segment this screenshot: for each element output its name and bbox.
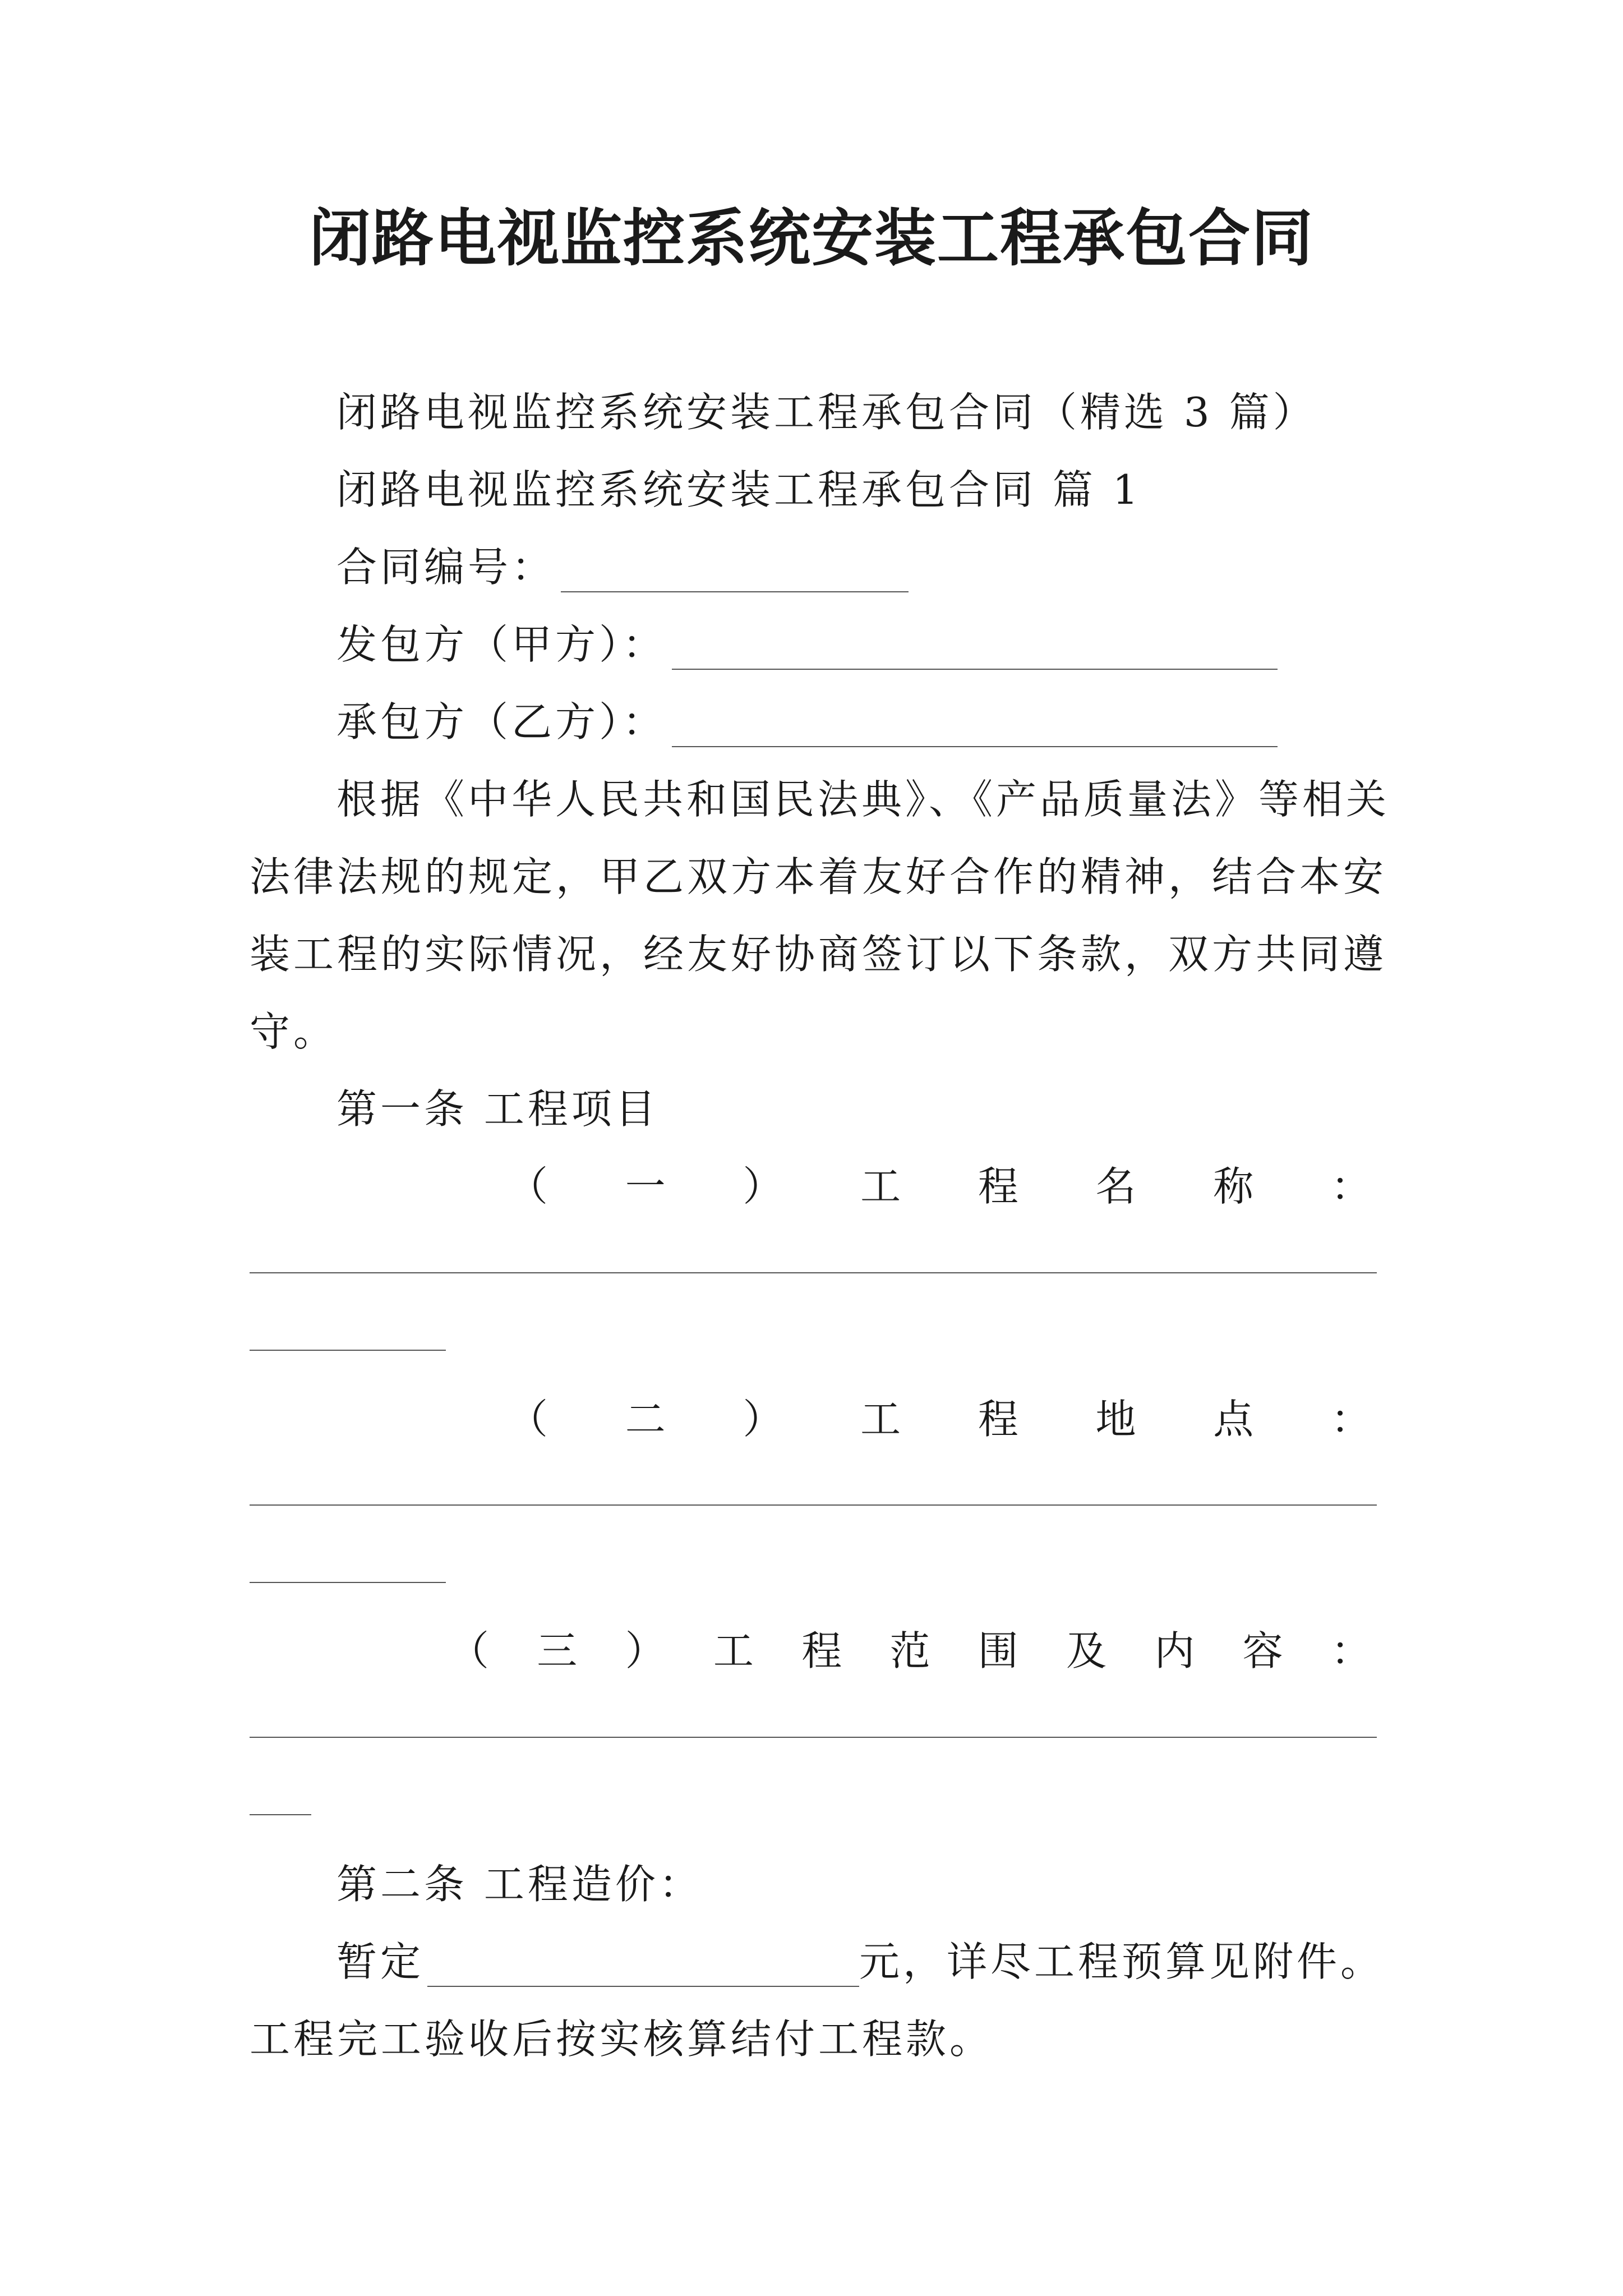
intro-line-4: 守。 bbox=[250, 1008, 338, 1055]
char: 三 bbox=[537, 1627, 578, 1674]
price-prefix: 暂定 bbox=[336, 1938, 425, 1985]
party-b-label: 承包方（乙方）： bbox=[336, 698, 667, 746]
price-blank bbox=[427, 1947, 859, 1987]
char: 称 bbox=[1213, 1163, 1254, 1210]
project-name-blank-line-1 bbox=[250, 1272, 1377, 1273]
char: （ bbox=[508, 1163, 548, 1210]
project-scope-blank-line-2 bbox=[250, 1814, 311, 1815]
project-location-blank-line-1 bbox=[250, 1504, 1377, 1506]
char: （ bbox=[449, 1627, 490, 1674]
party-a-label: 发包方（甲方）： bbox=[336, 621, 667, 668]
project-scope-label bbox=[449, 1626, 1371, 1676]
char: 二 bbox=[625, 1396, 666, 1443]
price-suffix: 元，详尽工程预算见附件。 bbox=[859, 1938, 1385, 1985]
char: 工 bbox=[713, 1627, 754, 1674]
char: ） bbox=[743, 1396, 783, 1443]
char: ） bbox=[625, 1627, 666, 1674]
char: 点 bbox=[1213, 1396, 1254, 1443]
article-2-heading: 第二条 工程造价： bbox=[336, 1861, 703, 1908]
party-a-blank bbox=[672, 629, 1278, 670]
party-b-blank bbox=[672, 707, 1278, 747]
contract-number-row bbox=[336, 542, 909, 592]
project-name-label bbox=[508, 1161, 1371, 1212]
char: ） bbox=[743, 1163, 783, 1210]
project-location-blank-line-2 bbox=[250, 1582, 446, 1583]
char: 范 bbox=[889, 1627, 930, 1674]
project-location-label bbox=[508, 1394, 1371, 1444]
contract-number-blank bbox=[561, 552, 909, 592]
project-scope-blank-line-1 bbox=[250, 1737, 1377, 1738]
article-1-heading: 第一条 工程项目 bbox=[336, 1085, 659, 1133]
party-a-row bbox=[336, 619, 1278, 670]
char: （ bbox=[508, 1396, 548, 1443]
party-b-row bbox=[336, 697, 1278, 747]
intro-line-2: 法律法规的规定，甲乙双方本着友好合作的精神，结合本安 bbox=[250, 853, 1387, 900]
project-name-blank-line-2 bbox=[250, 1350, 446, 1351]
price-row bbox=[336, 1936, 1384, 1987]
subtitle: 闭路电视监控系统安装工程承包合同（精选 3 篇） bbox=[336, 389, 1317, 436]
intro-line-1: 根据《中华人民共和国民法典》、《产品质量法》等相关 bbox=[336, 776, 1390, 823]
char: 工 bbox=[860, 1163, 901, 1210]
contract-number-label: 合同编号： bbox=[336, 544, 556, 591]
char: ： bbox=[1330, 1163, 1371, 1210]
char: 名 bbox=[1095, 1163, 1136, 1210]
char: 及 bbox=[1066, 1627, 1107, 1674]
intro-line-3: 装工程的实际情况，经友好协商签订以下条款，双方共同遵 bbox=[250, 931, 1387, 978]
char: 工 bbox=[860, 1396, 901, 1443]
char: 容 bbox=[1242, 1627, 1283, 1674]
char: 程 bbox=[978, 1396, 1018, 1443]
char: 一 bbox=[625, 1163, 666, 1210]
char: ： bbox=[1330, 1396, 1371, 1443]
char: ： bbox=[1330, 1627, 1371, 1674]
char: 程 bbox=[978, 1163, 1018, 1210]
settlement-text: 工程完工验收后按实核算结付工程款。 bbox=[250, 2016, 994, 2063]
part-heading: 闭路电视监控系统安装工程承包合同 篇 1 bbox=[336, 466, 1142, 513]
document-title: 闭路电视监控系统安装工程承包合同 bbox=[309, 202, 1314, 274]
char: 围 bbox=[978, 1627, 1018, 1674]
char: 地 bbox=[1095, 1396, 1136, 1443]
char: 程 bbox=[801, 1627, 842, 1674]
char: 内 bbox=[1154, 1627, 1195, 1674]
